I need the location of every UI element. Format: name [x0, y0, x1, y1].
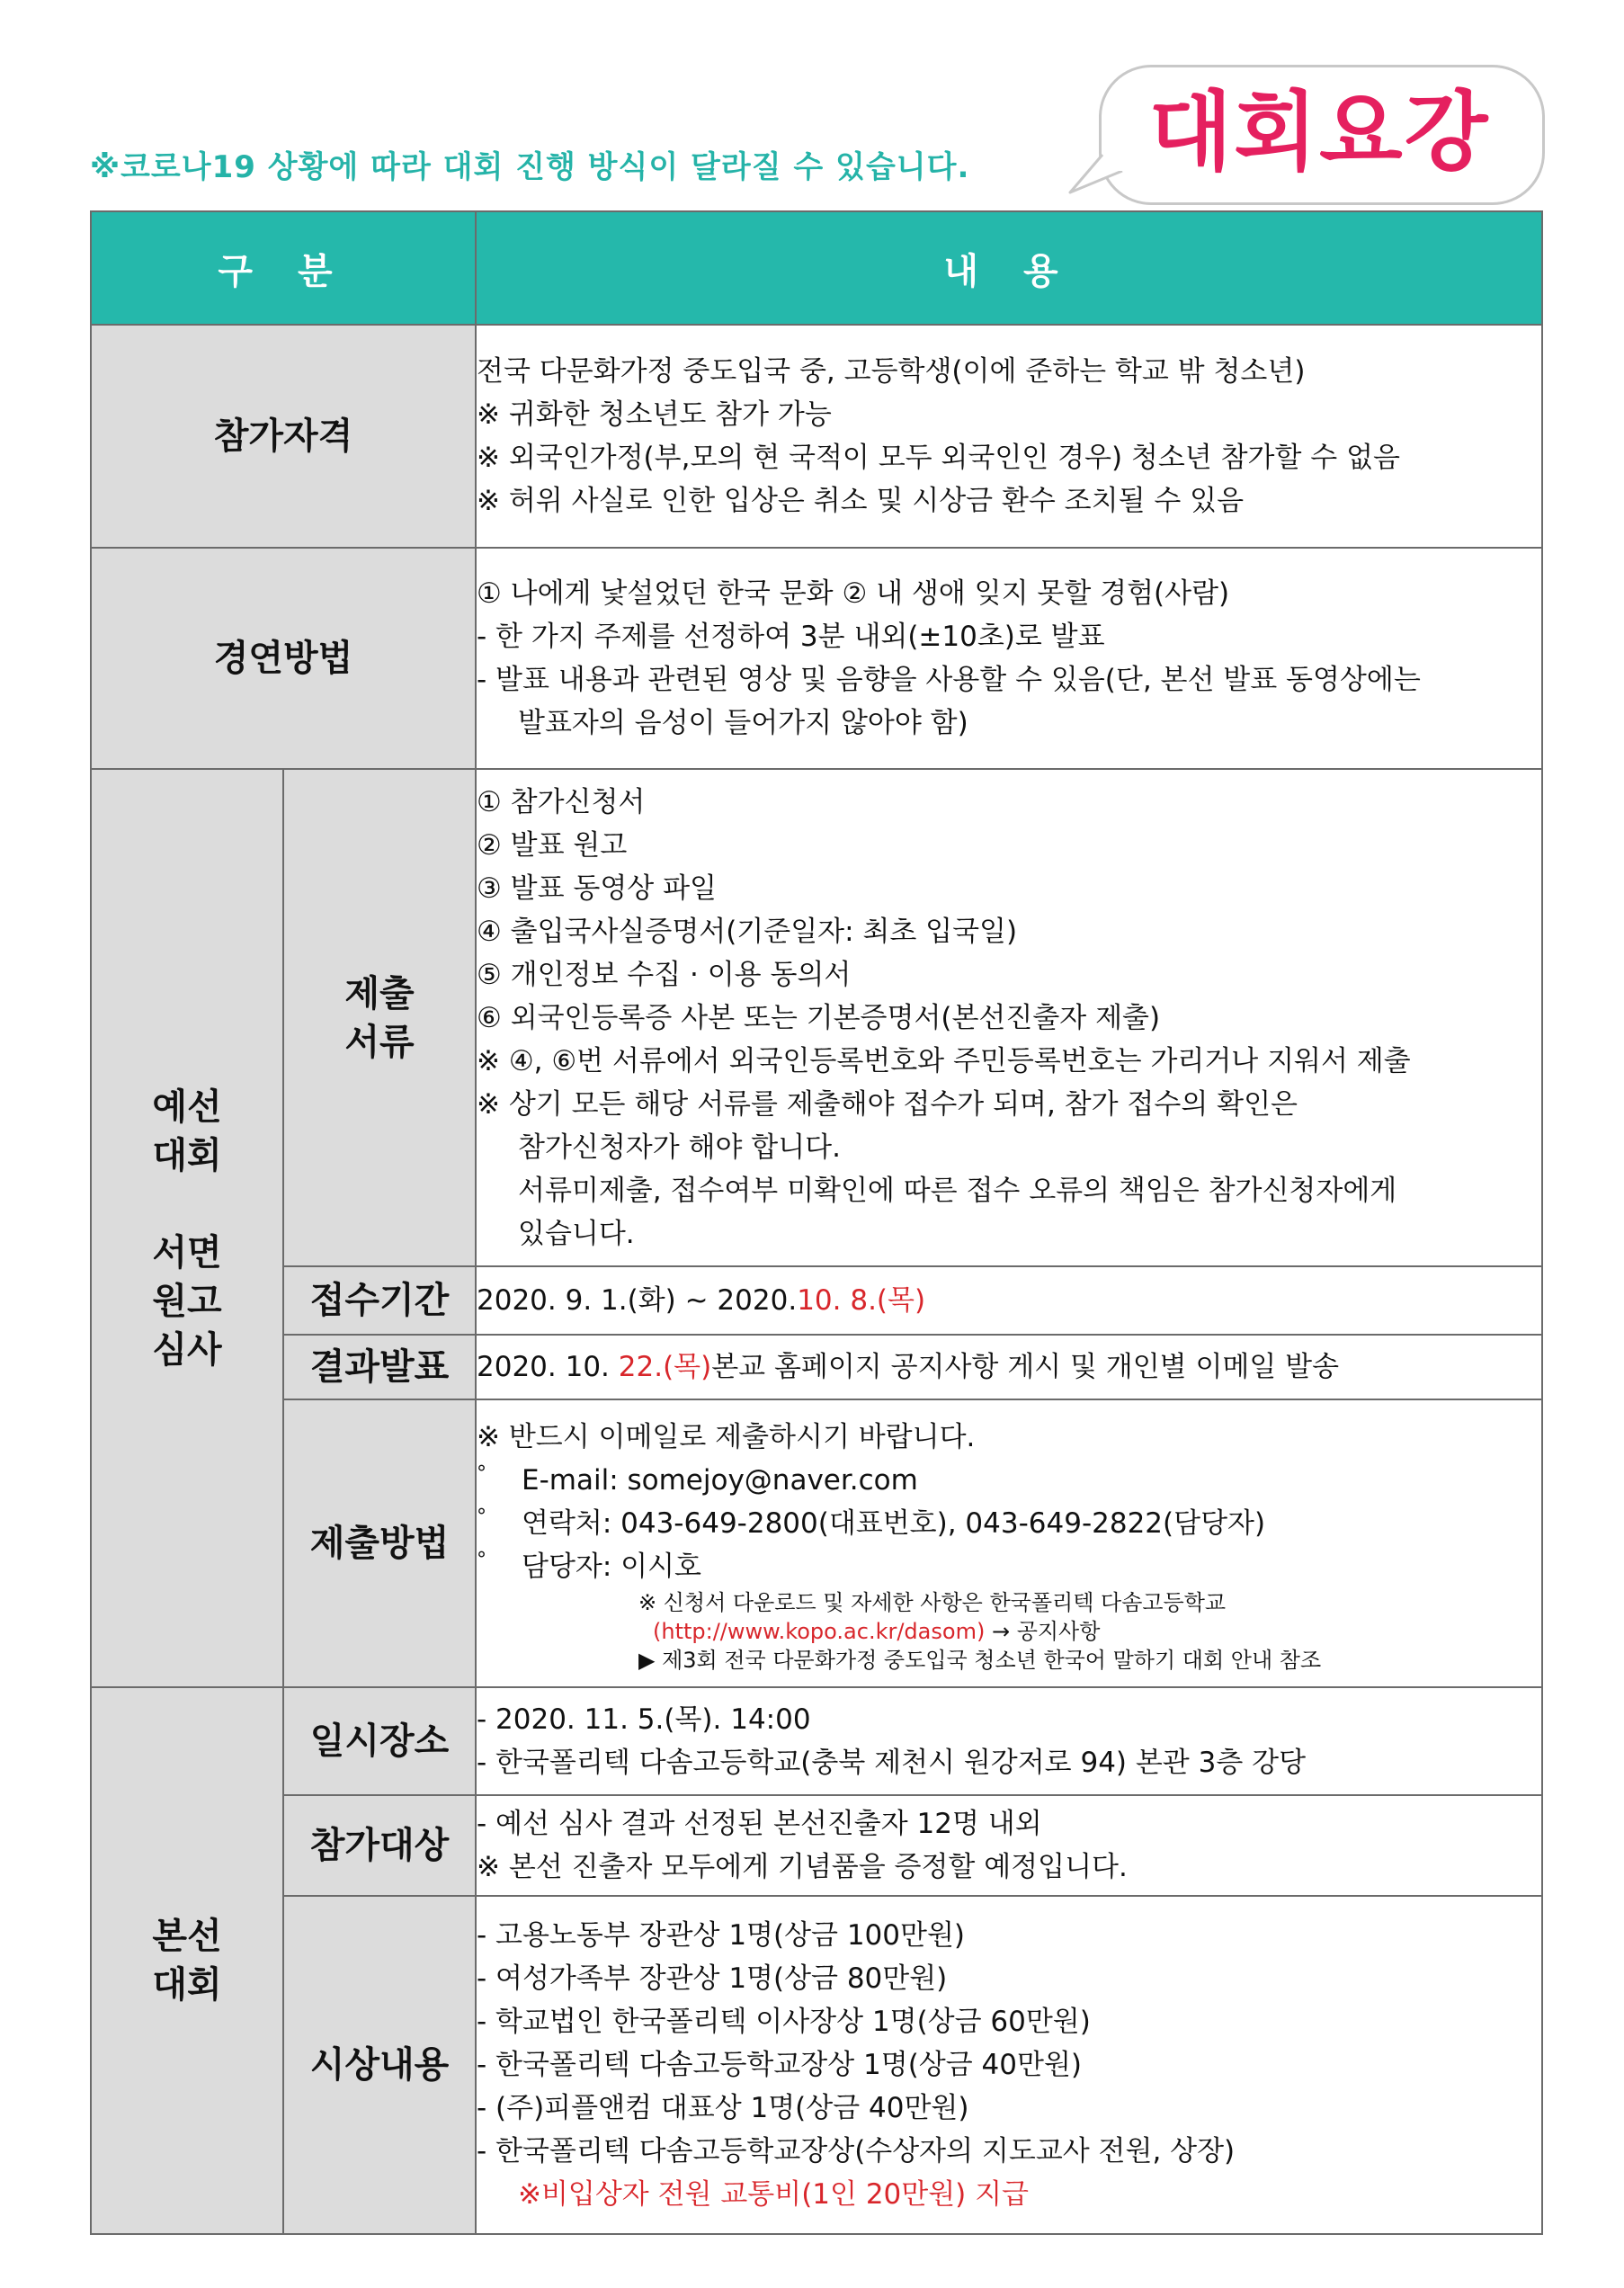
row-label-awards: 시상내용 [283, 1896, 476, 2234]
result-content [476, 1335, 1542, 1399]
bullet-icon: ° [477, 1549, 486, 1571]
person-text: 담당자: 이시호 [522, 1551, 701, 1583]
period-content [476, 1266, 1542, 1335]
result-day: 22.(목) [618, 1351, 712, 1383]
row-label-result: 결과발표 [283, 1335, 476, 1399]
documents-line: ※ 상기 모든 해당 서류를 제출해야 접수가 되며, 참가 접수의 확인은 [477, 1087, 1298, 1121]
row-label-datetime: 일시장소 [283, 1687, 476, 1795]
award-line: - 여성가족부 장관상 1명(상금 80만원) [477, 1962, 948, 1995]
eligibility-line: ※ 허위 사실로 인한 입상은 취소 및 시상금 환수 조치될 수 있음 [477, 485, 1245, 517]
period-start: 2020. 9. 1.(화) ~ 2020. [477, 1284, 798, 1317]
bullet-icon: ° [477, 1462, 486, 1485]
submit-note-2 [477, 1617, 1541, 1646]
submit-note-3: ▶ 제3회 전국 다문화가정 중도입국 청소년 한국어 말하기 대회 안내 참조 [638, 1648, 1322, 1673]
submit-email [477, 1459, 1541, 1502]
documents-line: 있습니다. [518, 1217, 635, 1250]
target-content [476, 1795, 1542, 1896]
submit-phone [477, 1502, 1541, 1545]
method-line: - 한 가지 주제를 선정하여 3분 내외(±10초)로 발표 [477, 621, 1105, 653]
awards-content [476, 1896, 1542, 2234]
documents-line: ③ 발표 동영상 파일 [477, 871, 717, 905]
row-label-period: 접수기간 [283, 1266, 476, 1335]
documents-content [476, 769, 1542, 1266]
method-line: ① 나에게 낯설었던 한국 문화 ② 내 생애 잊지 못할 경험(사람) [477, 577, 1230, 610]
documents-line: 참가신청자가 해야 합니다. [518, 1131, 841, 1164]
row-label-method: 경연방법 [91, 548, 476, 769]
bullet-icon: ° [477, 1506, 486, 1528]
eligibility-line: 전국 다문화가정 중도입국 중, 고등학생(이에 준하는 학교 밖 청소년) [477, 355, 1306, 388]
documents-line: ⑤ 개인정보 수집 · 이용 동의서 [477, 958, 852, 991]
datetime-line: - 한국폴리텍 다솜고등학교(충북 제천시 원강저로 94) 본관 3층 강당 [477, 1747, 1307, 1779]
row-label-submit: 제출방법 [283, 1399, 476, 1687]
row-label-documents [283, 769, 476, 1266]
documents-line: 서류미제출, 접수여부 미확인에 따른 접수 오류의 책임은 참가신청자에게 [518, 1174, 1397, 1207]
prelim-label-line: 대회 [152, 1134, 222, 1176]
datetime-content [476, 1687, 1542, 1795]
documents-line: ※ ④, ⑥번 서류에서 외국인등록번호와 주민등록번호는 가리거나 지워서 제출 [477, 1044, 1411, 1077]
eligibility-content [476, 325, 1542, 548]
target-line: ※ 본선 진출자 모두에게 기념품을 증정할 예정입니다. [477, 1851, 1128, 1883]
row-label-prelim [91, 769, 283, 1687]
email-text: E-mail: somejoy@naver.com [522, 1464, 918, 1497]
prelim-label-line: 예선 [152, 1086, 222, 1128]
documents-line: ⑥ 외국인등록증 사본 또는 기본증명서(본선진출자 제출) [477, 1001, 1161, 1034]
header-category: 구 분 [91, 211, 476, 325]
prelim-label-line: 서면 [152, 1231, 222, 1274]
header-content: 내 용 [476, 211, 1542, 325]
method-line: 발표자의 음성이 들어가지 않아야 함) [518, 707, 968, 739]
row-label-final [91, 1687, 283, 2234]
method-line: - 발표 내용과 관련된 영상 및 음향을 사용할 수 있음(단, 본선 발표 동영상에는 [477, 664, 1421, 696]
eligibility-line: ※ 외국인가정(부,모의 현 국적이 모두 외국인인 경우) 청소년 참가할 수 없음 [477, 442, 1400, 474]
method-content [476, 548, 1542, 769]
contest-guide-table [90, 210, 1543, 2235]
submit-note-1: ※ 신청서 다운로드 및 자세한 사항은 한국폴리텍 다솜고등학교 [638, 1590, 1227, 1615]
documents-line: ② 발표 원고 [477, 828, 628, 862]
documents-label-line: 서류 [344, 1021, 415, 1063]
result-month: 2020. 10. [477, 1351, 610, 1383]
submit-person [477, 1545, 1541, 1588]
award-line: - 학교법인 한국폴리텍 이사장상 1명(상금 60만원) [477, 2006, 1091, 2038]
award-line: - 고용노동부 장관상 1명(상금 100만원) [477, 1919, 965, 1952]
award-note: ※비입상자 전원 교통비(1인 20만원) 지급 [518, 2178, 1029, 2211]
documents-label-line: 제출 [344, 972, 415, 1014]
award-line: - (주)피플앤컴 대표상 1명(상금 40만원) [477, 2092, 969, 2124]
documents-line: ④ 출입국사실증명서(기준일자: 최초 입국일) [477, 915, 1018, 948]
page-title: 대회요강 [1148, 82, 1490, 183]
submit-notice: ※ 반드시 이메일로 제출하시기 바랍니다. [477, 1421, 976, 1453]
notice-board-text: → 공지사항 [991, 1619, 1101, 1644]
documents-line: ① 참가신청서 [477, 785, 646, 818]
prelim-label-line: 원고 [152, 1280, 222, 1322]
row-label-target: 참가대상 [283, 1795, 476, 1896]
row-label-eligibility: 참가자격 [91, 325, 476, 548]
result-text: 본교 홈페이지 공지사항 게시 및 개인별 이메일 발송 [711, 1351, 1340, 1383]
period-end-date: 10. 8.(목) [797, 1284, 926, 1317]
prelim-label-line: 심사 [152, 1328, 222, 1371]
datetime-line: - 2020. 11. 5.(목). 14:00 [477, 1703, 811, 1736]
phone-text: 연락처: 043-649-2800(대표번호), 043-649-2822(담당자) [522, 1507, 1266, 1540]
covid-notice: ※코로나19 상황에 따라 대회 진행 방식이 달라질 수 있습니다. [90, 149, 970, 185]
submit-content [476, 1399, 1542, 1687]
school-url[interactable]: (http://www.kopo.ac.kr/dasom) [653, 1619, 986, 1644]
final-label-line: 대회 [152, 1964, 222, 2006]
eligibility-line: ※ 귀화한 청소년도 참가 가능 [477, 398, 832, 431]
award-line: - 한국폴리텍 다솜고등학교장상 1명(상금 40만원) [477, 2049, 1082, 2081]
award-line: - 한국폴리텍 다솜고등학교장상(수상자의 지도교사 전원, 상장) [477, 2135, 1236, 2167]
final-label-line: 본선 [152, 1916, 222, 1957]
target-line: - 예선 심사 결과 선정된 본선진출자 12명 내외 [477, 1808, 1042, 1840]
